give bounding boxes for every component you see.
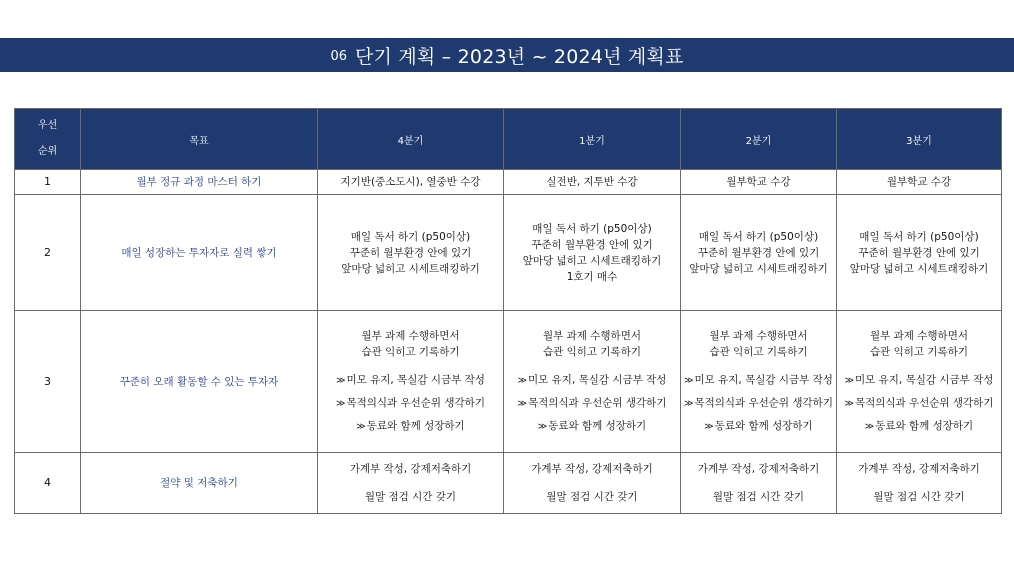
q2-cell: 월부학교 수강: [681, 170, 837, 195]
double-arrow-icon: ≫: [537, 422, 548, 432]
goal-cell: 절약 및 저축하기: [81, 453, 318, 514]
q4-cell: 가계부 작성, 강제저축하기 월말 점검 시간 갖기: [318, 453, 504, 514]
double-arrow-icon: ≫: [684, 399, 694, 409]
header-goal: 목표: [81, 109, 318, 170]
double-arrow-icon: ≫: [356, 422, 366, 432]
table-row: [15, 311, 1002, 453]
goal-cell: 월부 정규 과정 마스터 하기: [81, 170, 318, 195]
q4-cell: 지기반(중소도시), 열중반 수강: [318, 170, 504, 195]
header-q4: 4분기: [318, 109, 504, 170]
priority-cell: 1: [15, 170, 81, 195]
double-arrow-icon: ≫: [336, 376, 346, 386]
header-priority: 우선 순위: [15, 109, 81, 170]
double-arrow-icon: ≫: [844, 399, 854, 409]
plan-table: [14, 108, 1002, 514]
q1-cell: 매일 독서 하기 (p50이상) 꾸준히 월부환경 안에 있기 앞마당 넓히고 시세트래킹하기 1호기 매수: [504, 195, 681, 311]
priority-cell: 4: [15, 453, 81, 514]
q1-cell: 가계부 작성, 강제저축하기 월말 점검 시간 갖기: [504, 453, 681, 514]
goal-cell: 매일 성장하는 투자자로 실력 쌓기: [81, 195, 318, 311]
q1-cell: 월부 과제 수행하면서 습관 익히고 기록하기 ≫미모 유지, 목실감 시금부 작성 ≫목적의식과 우선순위 생각하기 ≫동료와 함께 성장하기: [504, 311, 681, 453]
q3-cell: 매일 독서 하기 (p50이상) 꾸준히 월부환경 안에 있기 앞마당 넓히고 시세트래킹하기: [837, 195, 1002, 311]
double-arrow-icon: ≫: [684, 376, 694, 386]
page-title: 단기 계획 – 2023년 ~ 2024년 계획표: [354, 45, 684, 68]
double-arrow-icon: ≫: [704, 422, 714, 432]
q2-cell: 월부 과제 수행하면서 습관 익히고 기록하기 ≫미모 유지, 목실감 시금부 작성 ≫목적의식과 우선순위 생각하기 ≫동료와 함께 성장하기: [681, 311, 837, 453]
section-number: 06: [330, 48, 347, 64]
q4-cell: 매일 독서 하기 (p50이상) 꾸준히 월부환경 안에 있기 앞마당 넓히고 시세트래킹하기: [318, 195, 504, 311]
table-row: [15, 195, 1002, 311]
header-row: [15, 109, 1002, 170]
double-arrow-icon: ≫: [517, 399, 527, 409]
title-banner: [0, 38, 1014, 72]
q3-cell: 가계부 작성, 강제저축하기 월말 점검 시간 갖기: [837, 453, 1002, 514]
q2-cell: 가계부 작성, 강제저축하기 월말 점검 시간 갖기: [681, 453, 837, 514]
table-row: [15, 170, 1002, 195]
double-arrow-icon: ≫: [517, 376, 527, 386]
double-arrow-icon: ≫: [864, 422, 875, 432]
double-arrow-icon: ≫: [336, 399, 346, 409]
q1-cell: 실전반, 지투반 수강: [504, 170, 681, 195]
header-q1: 1분기: [504, 109, 681, 170]
double-arrow-icon: ≫: [844, 376, 854, 386]
table-row: [15, 453, 1002, 514]
q3-cell: 월부 과제 수행하면서 습관 익히고 기록하기 ≫미모 유지, 목실감 시금부 작성 ≫목적의식과 우선순위 생각하기 ≫동료와 함께 성장하기: [837, 311, 1002, 453]
priority-cell: 2: [15, 195, 81, 311]
priority-cell: 3: [15, 311, 81, 453]
q2-cell: 매일 독서 하기 (p50이상) 꾸준히 월부환경 안에 있기 앞마당 넓히고 시세트래킹하기: [681, 195, 837, 311]
q4-cell: 월부 과제 수행하면서 습관 익히고 기록하기 ≫미모 유지, 목실감 시금부 작성 ≫목적의식과 우선순위 생각하기 ≫동료와 함께 성장하기: [318, 311, 504, 453]
goal-cell: 꾸준히 오래 활동할 수 있는 투자자: [81, 311, 318, 453]
header-q3: 3분기: [837, 109, 1002, 170]
q3-cell: 월부학교 수강: [837, 170, 1002, 195]
header-q2: 2분기: [681, 109, 837, 170]
